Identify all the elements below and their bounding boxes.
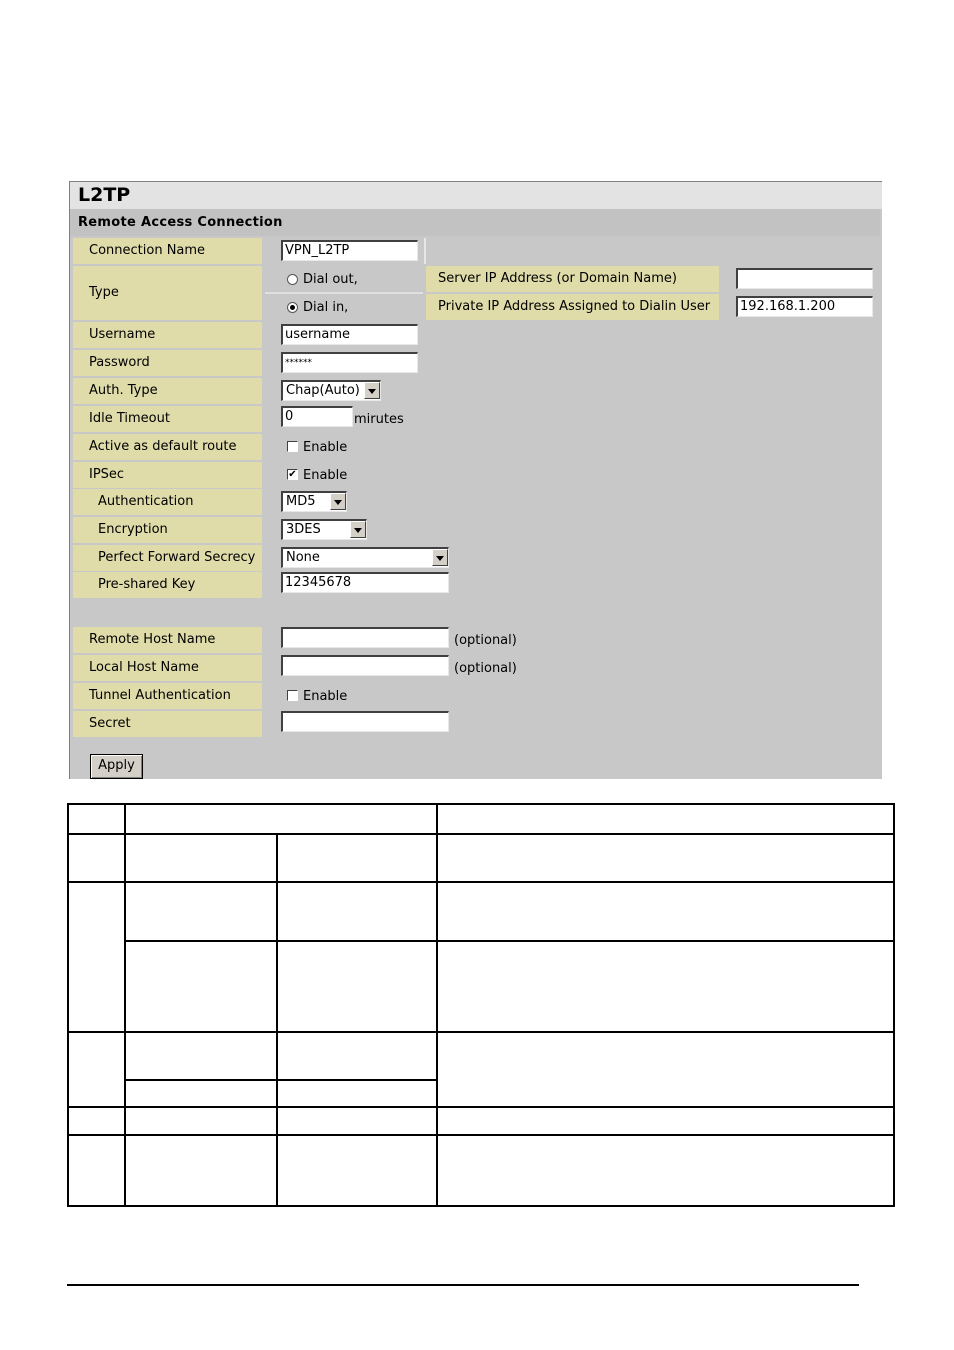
row-type [73,266,879,320]
remote-host-label: Remote Host Name [89,632,216,647]
local-host-input[interactable] [281,655,449,676]
remote-host-input[interactable] [281,627,449,648]
tunnel-auth-checkbox[interactable] [287,690,298,701]
server-ip-label: Server IP Address (or Domain Name) [438,271,677,286]
table-row-line [67,881,895,883]
row-ipsec [73,462,879,488]
label-cell [73,238,262,264]
username-input[interactable]: username [281,324,418,345]
section-title: Remote Access Connection [78,215,283,230]
secret-input[interactable] [281,711,449,732]
chevron-down-icon[interactable] [350,521,366,538]
page-title: L2TP [78,184,131,206]
row-secret [73,711,879,737]
table-row-line [67,1031,895,1033]
tunnel-auth-label: Tunnel Authentication [89,688,231,703]
table-border-right [893,803,895,1207]
label-cell [73,683,262,709]
label-cell [73,462,262,488]
default-route-label: Active as default route [89,439,237,454]
authentication-select[interactable] [281,491,347,512]
label-cell [73,545,262,571]
row-password [73,350,879,376]
idle-timeout-input[interactable]: 0 [281,406,353,427]
dial-out-radio[interactable] [287,274,298,285]
value-cell [265,711,879,737]
pfs-select[interactable] [281,547,449,568]
table-row-line [67,1106,895,1108]
apply-button[interactable]: Apply [90,754,143,779]
table-col-line [436,803,438,1207]
auth-type-value: Chap(Auto) [286,383,360,398]
chevron-down-icon[interactable] [330,493,346,510]
value-cell [265,627,879,653]
remote-host-hint: (optional) [454,633,517,648]
value-cell [265,266,879,320]
value-cell [265,378,879,404]
authentication-value: MD5 [286,494,316,509]
pfs-value: None [286,550,320,565]
value-cell [265,462,879,488]
label-cell [73,627,262,653]
connection-name-input[interactable]: VPN_L2TP [281,240,418,261]
idle-timeout-label: Idle Timeout [89,411,170,426]
row-idle-timeout [73,406,879,432]
check-icon: ✔ [288,469,297,480]
row-auth-type [73,378,879,404]
divider [265,292,423,294]
chevron-down-icon[interactable] [364,382,380,399]
table-border-top [67,803,895,805]
ipsec-label: IPSec [89,467,125,482]
spacer-row [73,600,879,625]
dial-out-label: Dial out, [303,272,358,287]
value-cell [265,406,879,432]
value-cell [265,434,879,460]
row-authentication [73,489,879,515]
dial-in-radio[interactable] [287,302,298,313]
label-cell [73,572,262,598]
row-pfs [73,545,879,571]
encryption-select[interactable] [281,519,367,540]
encryption-label: Encryption [98,522,168,537]
ipsec-option: Enable [303,468,348,483]
local-host-hint: (optional) [454,661,517,676]
table-border-left [67,803,69,1207]
value-cell [265,655,879,681]
local-host-label: Local Host Name [89,660,199,675]
pfs-label: Perfect Forward Secrecy [98,550,256,565]
tunnel-auth-option: Enable [303,689,348,704]
table-row-line [124,940,895,942]
authentication-label: Authentication [98,494,194,509]
type-label: Type [89,285,119,300]
server-ip-label-cell [426,266,719,292]
dial-in-label: Dial in, [303,300,349,315]
encryption-value: 3DES [286,522,321,537]
idle-timeout-unit: mirutes [354,412,404,427]
value-cell [265,517,879,543]
psk-label: Pre-shared Key [98,577,196,592]
row-remote-host [73,627,879,653]
l2tp-panel [69,181,882,779]
password-input[interactable]: ****** [281,352,418,373]
table-row-line [124,1079,438,1081]
label-cell [73,322,262,348]
row-default-route [73,434,879,460]
label-cell [73,350,262,376]
value-cell [265,545,879,571]
server-ip-input[interactable] [736,268,873,289]
table-row-line [67,833,895,835]
secret-label: Secret [89,716,131,731]
table-border-bottom [67,1205,895,1207]
value-cell [265,322,879,348]
row-psk [73,572,879,598]
value-cell [265,489,879,515]
value-cell [265,572,879,598]
default-route-checkbox[interactable] [287,441,298,452]
row-username [73,322,879,348]
label-cell [73,655,262,681]
private-ip-label-cell [426,294,719,320]
password-label: Password [89,355,150,370]
connection-name-label: Connection Name [89,243,206,258]
psk-input[interactable]: 12345678 [281,572,449,593]
row-connection-name [73,238,879,264]
label-cell [73,711,262,737]
panel-titlebar [70,181,882,209]
label-cell [73,434,262,460]
divider [424,238,426,264]
ipsec-checkbox[interactable] [287,469,298,480]
value-cell [265,683,879,709]
label-cell [73,489,262,515]
row-tunnel-auth [73,683,879,709]
value-cell [265,350,879,376]
private-ip-label: Private IP Address Assigned to Dialin User [438,299,711,314]
table-row-line [67,1134,895,1136]
label-cell [73,266,262,320]
section-header [70,209,880,236]
description-table [67,803,895,1207]
table-col-line [124,803,126,1207]
table-col-line [276,833,278,1207]
row-local-host [73,655,879,681]
chevron-down-icon[interactable] [432,549,448,566]
username-label: Username [89,327,156,342]
label-cell [73,406,262,432]
auth-type-label: Auth. Type [89,383,158,398]
default-route-option: Enable [303,440,348,455]
value-cell [265,238,879,264]
footer-rule [67,1284,859,1286]
auth-type-select[interactable] [281,380,381,401]
private-ip-input[interactable]: 192.168.1.200 [736,296,873,317]
label-cell [73,517,262,543]
row-encryption [73,517,879,543]
label-cell [73,378,262,404]
